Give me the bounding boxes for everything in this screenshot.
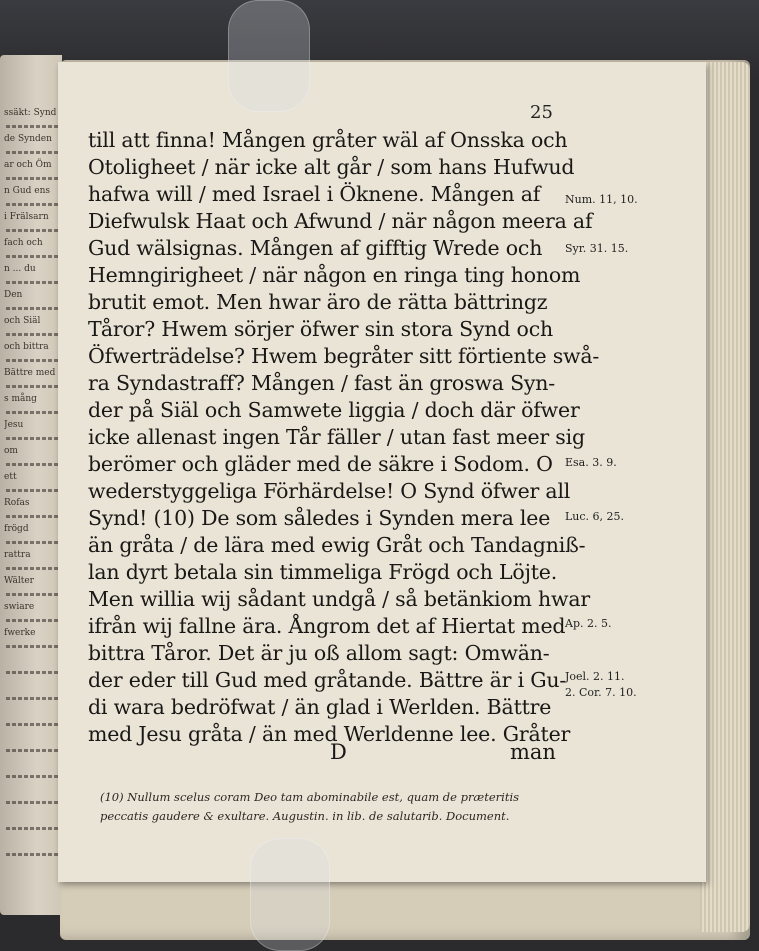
left-page-fragment: Jesu [4,420,24,430]
text-line: Men willia wij sådant undgå / så betänkiom hwar [88,587,591,611]
text-line: Synd! (10) De som således i Synden mera lee [88,506,551,530]
text-line: berömer och gläder med de säkre i Sodom. O [88,452,553,476]
text-line: lan dyrt betala sin timmeliga Frögd och Löjte. [88,560,558,584]
left-page-text-line [6,853,58,856]
margin-reference: Ap. 2. 5. [565,617,612,630]
left-page-fragment: de Synden [4,134,52,144]
text-line: till att finna! Mången gråter wäl af Onsska och [88,128,568,152]
left-page-fragment: i Frälsarn [4,212,49,222]
page-edges [700,62,750,932]
margin-reference: Syr. 31. 15. [565,242,629,255]
left-page-fragment: fwerke [4,628,36,638]
left-page-fragment: och bittra [4,342,49,352]
left-page-text [4,100,60,840]
margin-reference: Joel. 2. 11. [565,670,625,683]
margin-reference: Luc. 6, 25. [565,510,625,523]
text-line: Otoligheet / när icke alt går / som hans Hufwud [88,155,575,179]
left-page-fragment: fach och [4,238,43,248]
margin-reference: Esa. 3. 9. [565,456,617,469]
catchword: man [510,740,556,764]
left-page-fragment: ssäkt: Synd [4,108,57,118]
left-page-fragment: Bättre med [4,368,56,378]
text-line: di wara bedröfwat / än glad i Werlden. Bättre [88,695,552,719]
margin-reference: Num. 11, 10. [565,193,638,206]
text-line: ra Syndastraff? Mången / fast än groswa Syn- [88,371,556,395]
left-page-fragment: ar och Öm [4,160,52,170]
text-line: med Jesu gråta / än med Werldenne lee. Gråter [88,722,571,746]
left-page-fragment: Rofas [4,498,30,508]
page-number: 25 [530,102,553,123]
text-line: Gud wälsignas. Mången af gifftig Wrede och [88,236,543,260]
text-line: der på Siäl och Samwete liggia / doch där öfwer [88,398,580,422]
signature-mark: D [330,740,347,764]
text-line: der eder till Gud med gråtande. Bättre är i Gu- [88,668,567,692]
text-line: hafwa will / med Israel i Öknene. Mången af [88,182,541,206]
text-line: än gråta / de lära med ewig Gråt och Tandagniß- [88,533,586,557]
text-line: Tåror? Hwem sörjer öfwer sin stora Synd och [88,317,553,341]
left-page-fragment: swiare [4,602,35,612]
footnote-line: (10) Nullum scelus coram Deo tam abominabile est, quam de præteritis [100,790,520,804]
left-page-fragment: n Gud ens [4,186,51,196]
footnote-line: peccatis gaudere & exultare. Augustin. in lib. de salutarib. Document. [100,809,510,823]
text-line: Öfwerträdelse? Hwem begråter sitt förtiente swå- [88,344,600,368]
text-line: bittra Tåror. Det är ju oß allom sagt: Omwän- [88,641,550,665]
left-page-fragment: s mång [4,394,37,404]
left-page-fragment: om [4,446,18,456]
text-line: ifrån wij fallne ära. Ångrom det af Hiertat med [88,614,566,638]
text-line: brutit emot. Men hwar äro de rätta bättringz [88,290,548,314]
left-page-fragment: n ... du [4,264,36,274]
text-line: Hemngirigheet / när någon en ringa ting honom [88,263,581,287]
page-clip [228,0,310,112]
text-line: Diefwulsk Haat och Afwund / när någon meera af [88,209,593,233]
text-line: icke allenast ingen Tår fäller / utan fast meer sig [88,425,585,449]
left-page-fragment: frögd [4,524,29,534]
left-page-fragment: Den [4,290,23,300]
left-page-fragment: Wälter [4,576,34,586]
left-page-fragment: rattra [4,550,31,560]
left-page-fragment: ett [4,472,17,482]
left-page-fragment: och Siäl [4,316,41,326]
margin-reference: 2. Cor. 7. 10. [565,686,637,699]
text-line: wederstyggeliga Förhärdelse! O Synd öfwer all [88,479,571,503]
page-clip [250,838,330,951]
